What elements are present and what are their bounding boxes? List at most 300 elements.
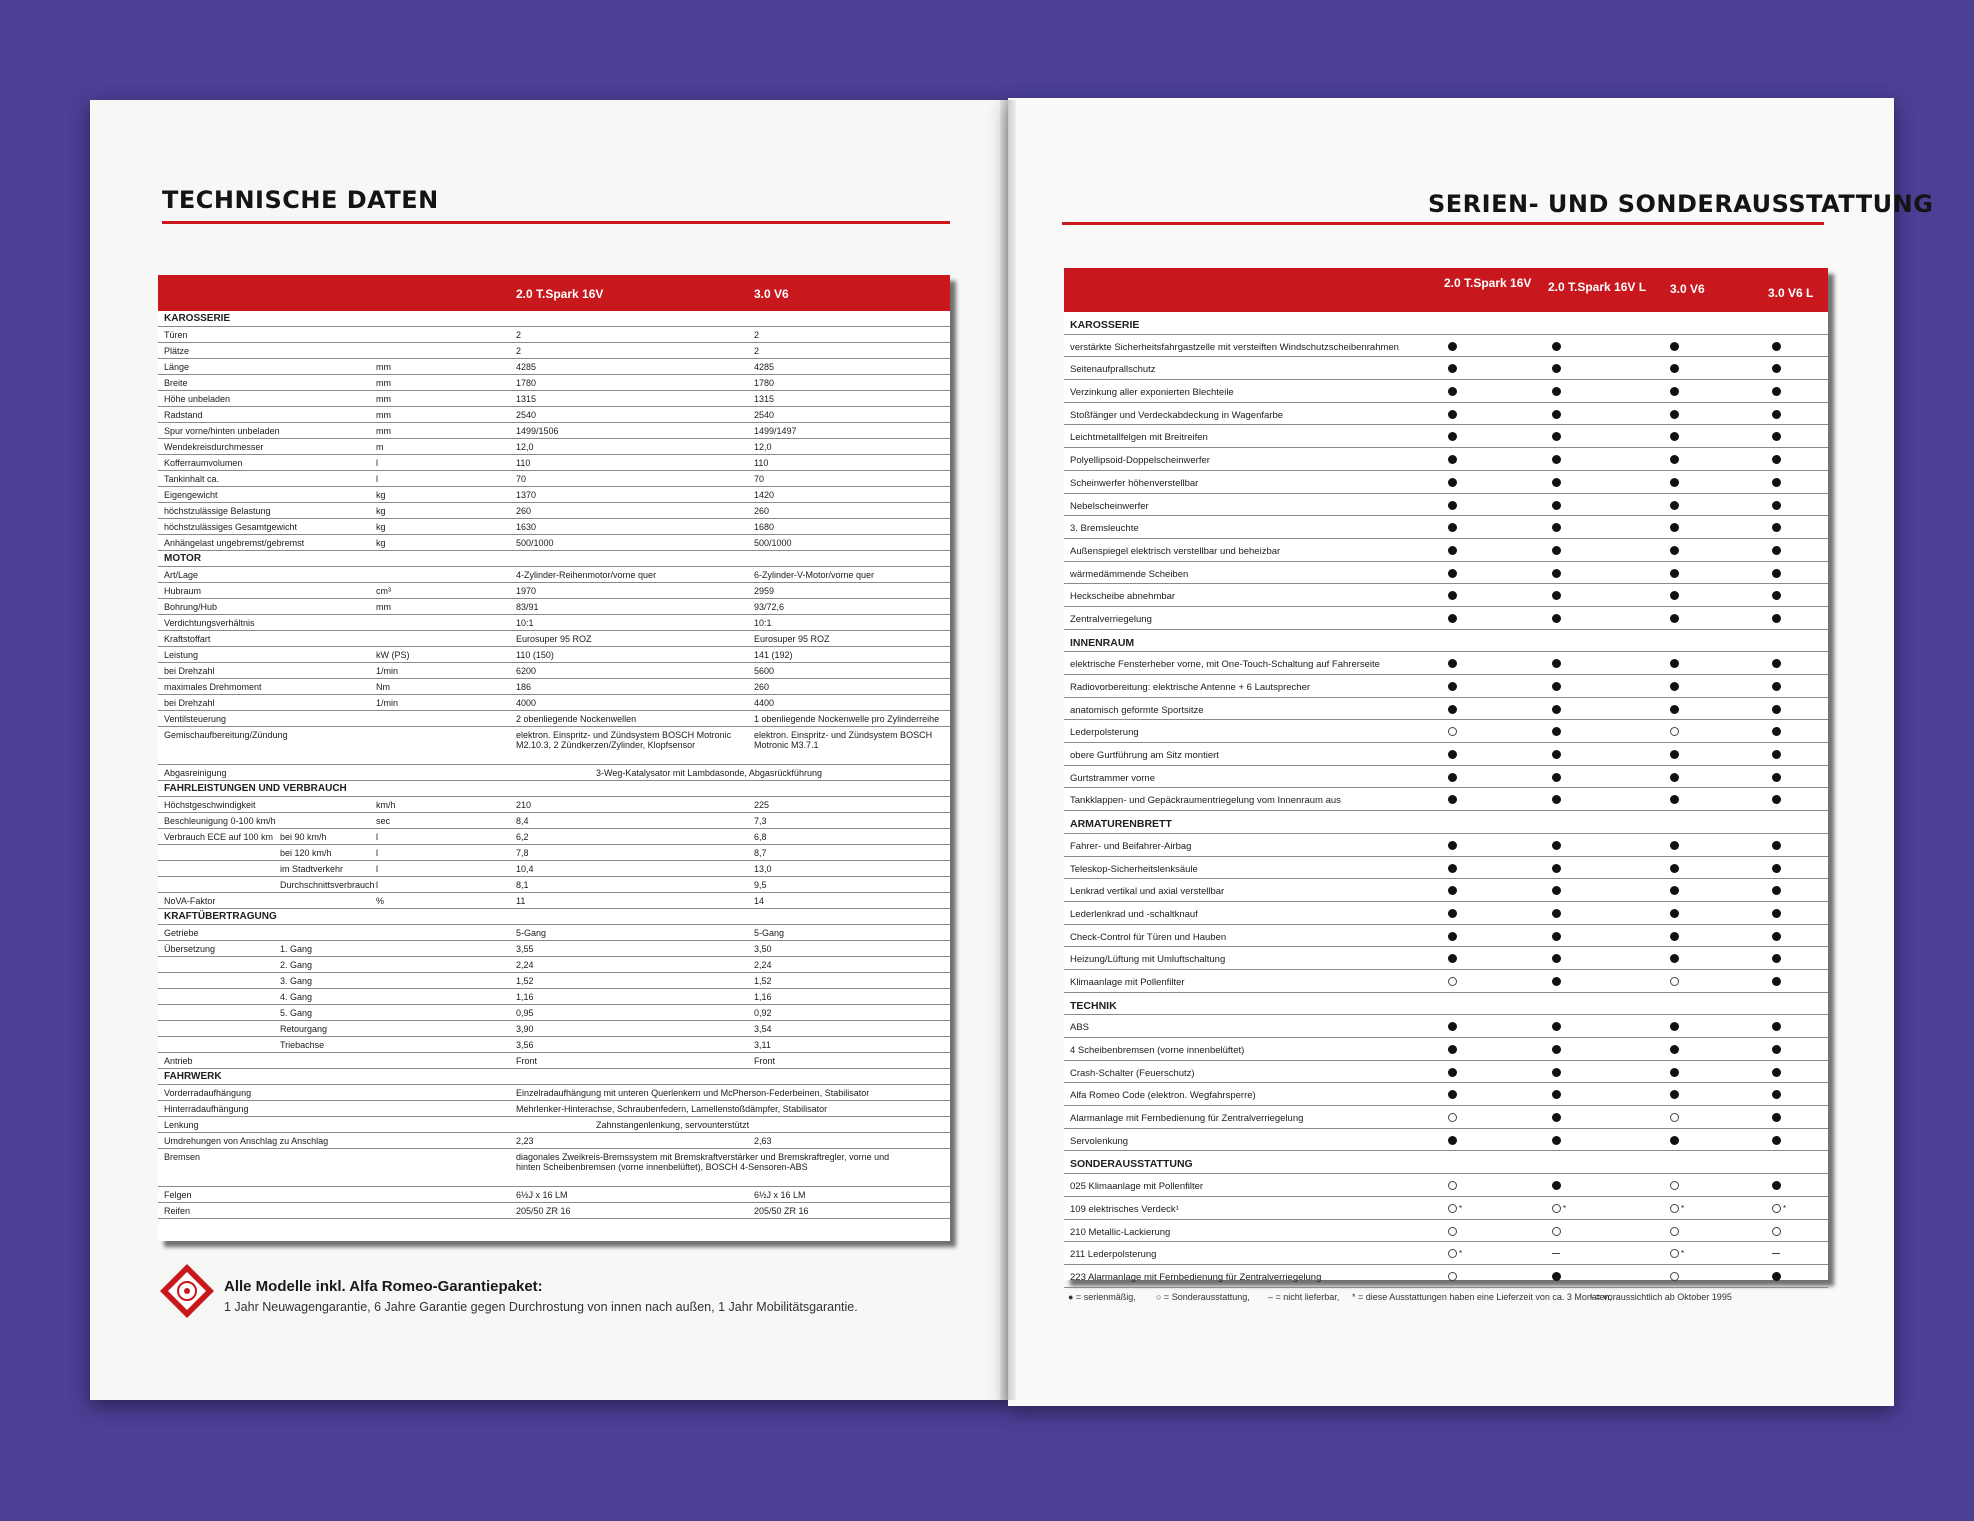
- mark-3-0-v6-standard-icon: [1670, 546, 1679, 555]
- mark-2-0-tspark-option-icon: [1448, 1113, 1457, 1122]
- row-value-3-0: 2959: [754, 586, 775, 596]
- legend-item: ○ = Sonderausstattung,: [1156, 1292, 1250, 1302]
- equipment-row: [1064, 1061, 1828, 1084]
- equipment-label: Check-Control für Türen und Hauben: [1070, 931, 1227, 943]
- mark-3-0-v6-l-standard-icon: [1772, 591, 1781, 600]
- row-sublabel: bei 90 km/h: [280, 832, 327, 842]
- mark-2-0-tspark-l-standard-icon: [1552, 410, 1561, 419]
- row-label: NoVA-Faktor: [164, 896, 216, 906]
- mark-2-0-tspark-standard-icon: [1448, 478, 1457, 487]
- equipment-label: KAROSSERIE: [1070, 319, 1140, 331]
- table-row: [158, 535, 950, 551]
- row-value-3-0: 93/72,6: [754, 602, 785, 612]
- row-label: Bremsen: [164, 1152, 201, 1162]
- row-unit: sec: [376, 816, 391, 826]
- equipment-row: [1064, 1083, 1828, 1106]
- mark-3-0-v6-standard-icon: [1670, 569, 1679, 578]
- mark-2-0-tspark-standard-icon: [1448, 773, 1457, 782]
- equipment-label: anatomisch geformte Sportsitze: [1070, 704, 1204, 716]
- row-value-2-0: 1315: [516, 394, 537, 404]
- equipment-row: [1064, 720, 1828, 743]
- mark-2-0-tspark-standard-icon: [1448, 614, 1457, 623]
- warranty-title: Alle Modelle inkl. Alfa Romeo-Garantiepaket:: [224, 1278, 543, 1295]
- mark-2-0-tspark-l-standard-icon: [1552, 591, 1561, 600]
- row-label: Lenkung: [164, 1120, 199, 1130]
- title-rule-right: [1062, 222, 1824, 225]
- mark-3-0-v6-l-standard-icon: [1772, 1022, 1781, 1031]
- table-row: [158, 519, 950, 535]
- equipment-row: [1064, 788, 1828, 811]
- equipment-row: [1064, 834, 1828, 857]
- mark-2-0-tspark-standard-icon: [1448, 932, 1457, 941]
- row-value-3-0: 4285: [754, 362, 775, 372]
- equipment-label: Alfa Romeo Code (elektron. Wegfahrsperre): [1070, 1090, 1256, 1102]
- row-value-2-0: 10,4: [516, 864, 534, 874]
- mark-3-0-v6-standard-icon: [1670, 432, 1679, 441]
- equipment-label: Verzinkung aller exponierten Blechteile: [1070, 387, 1234, 399]
- row-value-2-0: elektron. Einspritz- und Zündsystem BOSCH Motronic M2.10.3, 2 Zündkerzen/Zylinder, Klopfsensor: [516, 730, 732, 750]
- row-label: Vorderradaufhängung: [164, 1088, 252, 1098]
- column-header-3-0-v6: 3.0 V6: [754, 287, 789, 301]
- equipment-label: TECHNIK: [1070, 999, 1117, 1012]
- row-label: Spur vorne/hinten unbeladen: [164, 426, 280, 436]
- row-shared-value: diagonales Zweikreis-Bremssystem mit Bremskraftverstärker und Bremskraftregler, vorne und hinten Scheibenbremsen (vorne innenbelüftet), BOSCH 4-Sensoren-ABS: [516, 1152, 890, 1172]
- row-value-2-0: 11: [516, 896, 526, 906]
- mark-3-0-v6-option-icon: [1670, 1272, 1679, 1281]
- row-unit: kg: [376, 490, 386, 500]
- mark-3-0-v6-l-standard-icon: [1772, 1068, 1781, 1077]
- equipment-label: verstärkte Sicherheitsfahrgastzelle mit versteiften Windschutzscheibenrahmen: [1070, 341, 1399, 353]
- row-value-2-0: 83/91: [516, 602, 539, 612]
- mark-3-0-v6-standard-icon: [1670, 1090, 1679, 1099]
- row-value-3-0: 3,11: [754, 1040, 771, 1050]
- title-rule-left: [162, 221, 950, 224]
- row-unit: mm: [376, 426, 391, 436]
- table-row: [158, 503, 950, 519]
- row-label: Verbrauch ECE auf 100 km: [164, 832, 274, 842]
- mark-2-0-tspark-l-standard-icon: [1552, 1136, 1561, 1145]
- row-label: Hubraum: [164, 586, 202, 596]
- mark-2-0-tspark-l-standard-icon: [1552, 1090, 1561, 1099]
- table-row: [158, 487, 950, 503]
- equipment-row: [1064, 766, 1828, 789]
- mark-3-0-v6-l-standard-icon: [1772, 909, 1781, 918]
- asterisk-note: *: [1783, 1203, 1787, 1213]
- table-row: [158, 861, 950, 877]
- equipment-row: [1064, 652, 1828, 675]
- table-row: [158, 893, 950, 909]
- equipment-label: SONDERAUSSTATTUNG: [1070, 1158, 1193, 1171]
- table-row: [158, 327, 950, 343]
- warranty-text: 1 Jahr Neuwagengarantie, 6 Jahre Garantie gegen Durchrostung von innen nach außen, 1 Jahr Mobilitätsgarantie.: [224, 1300, 858, 1314]
- legend-item: – = nicht lieferbar,: [1268, 1292, 1340, 1302]
- mark-3-0-v6-l-standard-icon: [1772, 546, 1781, 555]
- mark-2-0-tspark-option-icon: [1448, 1204, 1457, 1213]
- mark-2-0-tspark-option-icon: [1448, 1227, 1457, 1236]
- equipment-label: Fahrer- und Beifahrer-Airbag: [1070, 840, 1192, 852]
- equipment-label: 3. Bremsleuchte: [1070, 523, 1139, 535]
- table-row: [158, 455, 950, 471]
- row-value-2-0: 1630: [516, 522, 537, 532]
- table-row: [158, 1117, 950, 1133]
- row-value-2-0: Front: [516, 1056, 538, 1066]
- row-value-3-0: 3,50: [754, 944, 772, 954]
- equipment-label: Gurtstrammer vorne: [1070, 772, 1155, 784]
- table-row: [158, 583, 950, 599]
- mark-3-0-v6-standard-icon: [1670, 364, 1679, 373]
- equipment-row: [1064, 448, 1828, 471]
- equipment-row: [1064, 471, 1828, 494]
- row-label: Plätze: [164, 346, 190, 356]
- table-row: [158, 1085, 950, 1101]
- equipment-label: Polyellipsoid-Doppelscheinwerfer: [1070, 455, 1210, 467]
- equipment-row: [1064, 584, 1828, 607]
- equipment-row: [1064, 970, 1828, 993]
- mark-3-0-v6-l-standard-icon: [1772, 886, 1781, 895]
- mark-3-0-v6-standard-icon: [1670, 659, 1679, 668]
- table-row: [158, 679, 950, 695]
- row-value-2-0: 110: [516, 458, 531, 468]
- row-value-2-0: 4285: [516, 362, 537, 372]
- row-sublabel: Triebachse: [280, 1040, 325, 1050]
- row-label: Abgasreinigung: [164, 768, 227, 778]
- table-row: [158, 631, 950, 647]
- mark-3-0-v6-standard-icon: [1670, 1068, 1679, 1077]
- table-row: [158, 973, 950, 989]
- table-row: [158, 599, 950, 615]
- equipment-label: Heizung/Lüftung mit Umluftschaltung: [1070, 954, 1226, 966]
- table-row: [158, 407, 950, 423]
- table-row: [158, 1053, 950, 1069]
- row-unit: 1/min: [376, 666, 399, 676]
- mark-3-0-v6-l-standard-icon: [1772, 750, 1781, 759]
- mark-2-0-tspark-standard-icon: [1448, 1068, 1457, 1077]
- row-unit: mm: [376, 362, 391, 372]
- mark-2-0-tspark-standard-icon: [1448, 1045, 1457, 1054]
- equipment-label: Alarmanlage mit Fernbedienung für Zentralverriegelung: [1070, 1113, 1304, 1125]
- mark-3-0-v6-standard-icon: [1670, 773, 1679, 782]
- row-label: Länge: [164, 362, 190, 372]
- row-unit: %: [376, 896, 385, 906]
- mark-2-0-tspark-standard-icon: [1448, 1136, 1457, 1145]
- row-label: Leistung: [164, 650, 199, 660]
- mark-3-0-v6-l-standard-icon: [1772, 614, 1781, 623]
- row-unit: 1/min: [376, 698, 399, 708]
- section-header: [1064, 1151, 1828, 1174]
- row-value-3-0: 1420: [754, 490, 775, 500]
- equipment-row: [1064, 675, 1828, 698]
- mark-3-0-v6-option-icon: [1670, 1249, 1679, 1258]
- mark-2-0-tspark-l-standard-icon: [1552, 1181, 1561, 1190]
- equipment-row: [1064, 1038, 1828, 1061]
- mark-3-0-v6-standard-icon: [1670, 864, 1679, 873]
- row-label: Türen: [164, 330, 188, 340]
- section-header: [1064, 630, 1828, 653]
- equipment-row: [1064, 403, 1828, 426]
- row-unit: m: [376, 442, 384, 452]
- row-value-2-0: 12,0: [516, 442, 534, 452]
- row-sublabel: 4. Gang: [280, 992, 313, 1002]
- mark-3-0-v6-option-icon: [1670, 1204, 1679, 1213]
- equipment-label: wärmedämmende Scheiben: [1070, 568, 1189, 580]
- mark-3-0-v6-l-standard-icon: [1772, 659, 1781, 668]
- mark-3-0-v6-l-standard-icon: [1772, 342, 1781, 351]
- mark-3-0-v6-standard-icon: [1670, 954, 1679, 963]
- mark-3-0-v6-l-standard-icon: [1772, 478, 1781, 487]
- table-row: [158, 695, 950, 711]
- row-value-3-0: 260: [754, 682, 770, 692]
- equipment-label: INNENRAUM: [1070, 636, 1135, 649]
- row-value-2-0: 8,1: [516, 880, 529, 890]
- mark-3-0-v6-l-standard-icon: [1772, 387, 1781, 396]
- row-value-3-0: 12,0: [754, 442, 772, 452]
- row-unit: kg: [376, 538, 386, 548]
- table-row: [158, 615, 950, 631]
- mark-2-0-tspark-l-standard-icon: [1552, 864, 1561, 873]
- mark-3-0-v6-standard-icon: [1670, 932, 1679, 941]
- mark-2-0-tspark-l-standard-icon: [1552, 1045, 1561, 1054]
- mark-3-0-v6-l-standard-icon: [1772, 455, 1781, 464]
- mark-3-0-v6-l-standard-icon: [1772, 682, 1781, 691]
- mark-2-0-tspark-l-standard-icon: [1552, 523, 1561, 532]
- row-label: Gemischaufbereitung/Zündung: [164, 730, 288, 740]
- table-row: [158, 829, 950, 845]
- row-value-2-0: 3,90: [516, 1024, 534, 1034]
- mark-3-0-v6-l-option-icon: [1772, 1204, 1781, 1213]
- mark-2-0-tspark-l-standard-icon: [1552, 773, 1561, 782]
- legend-item: * = diese Ausstattungen haben eine Lieferzeit von ca. 3 Monaten,: [1352, 1292, 1612, 1302]
- row-unit: mm: [376, 410, 391, 420]
- row-sublabel: Durchschnittsverbrauch: [280, 880, 375, 890]
- row-shared-value: Einzelradaufhängung mit unteren Querlenkern und McPherson-Federbeinen, Stabilisator: [516, 1088, 870, 1098]
- equipment-label: Crash-Schalter (Feuerschutz): [1070, 1067, 1195, 1079]
- row-value-3-0: 225: [754, 800, 770, 810]
- row-value-3-0: 205/50 ZR 16: [754, 1206, 809, 1216]
- mark-2-0-tspark-standard-icon: [1448, 364, 1457, 373]
- equipment-label: Teleskop-Sicherheitslenksäule: [1070, 863, 1198, 875]
- row-value-2-0: 4000: [516, 698, 537, 708]
- table-row: [158, 439, 950, 455]
- table-row: [158, 727, 950, 765]
- mark-3-0-v6-standard-icon: [1670, 886, 1679, 895]
- equipment-row: [1064, 562, 1828, 585]
- equipment-label: Leichtmetallfelgen mit Breitreifen: [1070, 432, 1208, 444]
- equipment-row: [1064, 1197, 1828, 1220]
- mark-3-0-v6-option-icon: [1670, 1227, 1679, 1236]
- row-label: Verdichtungsverhältnis: [164, 618, 255, 628]
- equipment-row: [1064, 1265, 1828, 1288]
- row-value-2-0: 1,16: [516, 992, 534, 1002]
- mark-2-0-tspark-l-standard-icon: [1552, 569, 1561, 578]
- row-value-3-0: 500/1000: [754, 538, 792, 548]
- row-value-2-0: 10:1: [516, 618, 534, 628]
- mark-2-0-tspark-l-standard-icon: [1552, 478, 1561, 487]
- asterisk-note: *: [1563, 1203, 1567, 1213]
- row-value-2-0: 2540: [516, 410, 537, 420]
- row-value-3-0: 7,3: [754, 816, 767, 826]
- row-value-3-0: 141 (192): [754, 650, 793, 660]
- mark-3-0-v6-standard-icon: [1670, 387, 1679, 396]
- row-unit: l: [376, 832, 378, 842]
- mark-2-0-tspark-option-icon: [1448, 727, 1457, 736]
- mark-3-0-v6-l-standard-icon: [1772, 1090, 1781, 1099]
- mark-3-0-v6-standard-icon: [1670, 1045, 1679, 1054]
- row-value-2-0: 210: [516, 800, 532, 810]
- row-value-2-0: 6½J x 16 LM: [516, 1190, 568, 1200]
- mark-2-0-tspark-standard-icon: [1448, 909, 1457, 918]
- mark-2-0-tspark-l-not-available-icon: [1552, 1253, 1560, 1254]
- column-header-2-0-tspark-l: 2.0 T.Spark 16V L: [1548, 280, 1647, 294]
- equipment-row: [1064, 1242, 1828, 1265]
- row-value-2-0: 2,23: [516, 1136, 534, 1146]
- equipment-row: [1064, 902, 1828, 925]
- mark-2-0-tspark-standard-icon: [1448, 342, 1457, 351]
- mark-3-0-v6-standard-icon: [1670, 342, 1679, 351]
- equipment-row: [1064, 607, 1828, 630]
- mark-2-0-tspark-standard-icon: [1448, 864, 1457, 873]
- row-value-2-0: 6200: [516, 666, 537, 676]
- table-row: [158, 1133, 950, 1149]
- row-value-2-0: 70: [516, 474, 527, 484]
- row-value-3-0: 1 obenliegende Nockenwelle pro Zylinderreihe: [754, 714, 940, 724]
- equipment-row: [1064, 1106, 1828, 1129]
- mark-3-0-v6-l-standard-icon: [1772, 795, 1781, 804]
- technical-data-table: [158, 275, 950, 1241]
- mark-2-0-tspark-standard-icon: [1448, 387, 1457, 396]
- row-value-2-0: 1,52: [516, 976, 534, 986]
- row-value-2-0: 110 (150): [516, 650, 554, 660]
- mark-3-0-v6-l-standard-icon: [1772, 954, 1781, 963]
- mark-3-0-v6-standard-icon: [1670, 795, 1679, 804]
- mark-2-0-tspark-standard-icon: [1448, 954, 1457, 963]
- row-label: Umdrehungen von Anschlag zu Anschlag: [164, 1136, 329, 1146]
- mark-3-0-v6-standard-icon: [1670, 523, 1679, 532]
- equipment-label: Lenkrad vertikal und axial verstellbar: [1070, 886, 1225, 898]
- row-value-2-0: 7,8: [516, 848, 529, 858]
- row-value-2-0: 205/50 ZR 16: [516, 1206, 571, 1216]
- row-label: Kofferraumvolumen: [164, 458, 243, 468]
- mark-3-0-v6-l-standard-icon: [1772, 569, 1781, 578]
- row-value-2-0: 1780: [516, 378, 537, 388]
- row-label: Wendekreisdurchmesser: [164, 442, 264, 452]
- equipment-row: [1064, 947, 1828, 970]
- row-unit: cm³: [376, 586, 391, 596]
- mark-2-0-tspark-l-standard-icon: [1552, 1272, 1561, 1281]
- mark-2-0-tspark-standard-icon: [1448, 1090, 1457, 1099]
- table-row: [158, 711, 950, 727]
- mark-2-0-tspark-l-standard-icon: [1552, 886, 1561, 895]
- table-row: [158, 1021, 950, 1037]
- table-row: [158, 877, 950, 893]
- legend-item: ¹ = voraussichtlich ab Oktober 1995: [1590, 1292, 1732, 1302]
- mark-3-0-v6-l-standard-icon: [1772, 432, 1781, 441]
- row-sublabel: im Stadtverkehr: [280, 864, 344, 874]
- table-row: [158, 925, 950, 941]
- row-label: höchstzulässige Belastung: [164, 506, 271, 516]
- mark-2-0-tspark-option-icon: [1448, 1181, 1457, 1190]
- row-value-3-0: 4400: [754, 698, 775, 708]
- table-header-right: [1064, 268, 1828, 312]
- page-title-serienausstattung: SERIEN- UND SONDERAUSSTATTUNG: [1428, 190, 1934, 218]
- mark-3-0-v6-l-option-icon: [1772, 1227, 1781, 1236]
- table-row: [158, 1101, 950, 1117]
- mark-2-0-tspark-l-standard-icon: [1552, 614, 1561, 623]
- asterisk-note: *: [1681, 1249, 1685, 1259]
- table-row: [158, 1187, 950, 1203]
- page-spine: [1000, 100, 1016, 1400]
- row-value-3-0: 2: [754, 346, 760, 356]
- equipment-label: Heckscheibe abnehmbar: [1070, 591, 1176, 603]
- mark-2-0-tspark-l-standard-icon: [1552, 954, 1561, 963]
- mark-2-0-tspark-l-standard-icon: [1552, 727, 1561, 736]
- mark-3-0-v6-l-standard-icon: [1772, 864, 1781, 873]
- mark-2-0-tspark-l-standard-icon: [1552, 1113, 1561, 1122]
- table-row: [158, 391, 950, 407]
- mark-3-0-v6-l-standard-icon: [1772, 501, 1781, 510]
- section-header: [158, 781, 950, 797]
- equipment-label: Lederpolsterung: [1070, 727, 1139, 739]
- mark-3-0-v6-standard-icon: [1670, 1022, 1679, 1031]
- row-label: Bohrung/Hub: [164, 602, 218, 612]
- table-row: [158, 567, 950, 583]
- mark-2-0-tspark-option-icon: [1448, 1249, 1457, 1258]
- row-value-2-0: 1499/1506: [516, 426, 559, 436]
- mark-2-0-tspark-l-standard-icon: [1552, 750, 1561, 759]
- mark-2-0-tspark-l-standard-icon: [1552, 364, 1561, 373]
- equipment-row: [1064, 857, 1828, 880]
- mark-2-0-tspark-l-standard-icon: [1552, 909, 1561, 918]
- mark-3-0-v6-standard-icon: [1670, 750, 1679, 759]
- page-title-technische-daten: TECHNISCHE DATEN: [162, 186, 439, 214]
- row-value-3-0: 2: [754, 330, 760, 340]
- row-label: Felgen: [164, 1190, 192, 1200]
- row-sublabel: 1. Gang: [280, 944, 313, 954]
- row-value-3-0: 6½J x 16 LM: [754, 1190, 806, 1200]
- mark-2-0-tspark-l-standard-icon: [1552, 342, 1561, 351]
- equipment-row: [1064, 494, 1828, 517]
- mark-2-0-tspark-standard-icon: [1448, 455, 1457, 464]
- row-value-2-0: 1970: [516, 586, 537, 596]
- mark-3-0-v6-l-standard-icon: [1772, 1136, 1781, 1145]
- mark-3-0-v6-l-not-available-icon: [1772, 1253, 1780, 1254]
- mark-3-0-v6-standard-icon: [1670, 455, 1679, 464]
- mark-3-0-v6-standard-icon: [1670, 410, 1679, 419]
- row-value-2-0: 1370: [516, 490, 537, 500]
- row-unit: Nm: [376, 682, 390, 692]
- section-header: [158, 909, 950, 925]
- row-label: FAHRLEISTUNGEN UND VERBRAUCH: [164, 783, 347, 794]
- row-value-3-0: Front: [754, 1056, 776, 1066]
- mark-2-0-tspark-standard-icon: [1448, 569, 1457, 578]
- row-shared-value: Zahnstangenlenkung, servounterstützt: [596, 1120, 750, 1130]
- mark-3-0-v6-standard-icon: [1670, 841, 1679, 850]
- row-value-2-0: 186: [516, 682, 532, 692]
- equipment-row: [1064, 539, 1828, 562]
- row-value-2-0: 6,2: [516, 832, 529, 842]
- mark-3-0-v6-standard-icon: [1670, 614, 1679, 623]
- equipment-label: 025 Klimaanlage mit Pollenfilter: [1070, 1181, 1204, 1193]
- row-value-3-0: 2,63: [754, 1136, 772, 1146]
- table-row: [158, 647, 950, 663]
- mark-2-0-tspark-l-standard-icon: [1552, 932, 1561, 941]
- equipment-label: Zentralverriegelung: [1070, 613, 1152, 625]
- mark-3-0-v6-l-standard-icon: [1772, 727, 1781, 736]
- row-label: Beschleunigung 0-100 km/h: [164, 816, 276, 826]
- row-sublabel: Retourgang: [280, 1024, 328, 1034]
- mark-3-0-v6-option-icon: [1670, 1181, 1679, 1190]
- row-label: Art/Lage: [164, 570, 199, 580]
- equipment-label: Nebelscheinwerfer: [1070, 500, 1149, 512]
